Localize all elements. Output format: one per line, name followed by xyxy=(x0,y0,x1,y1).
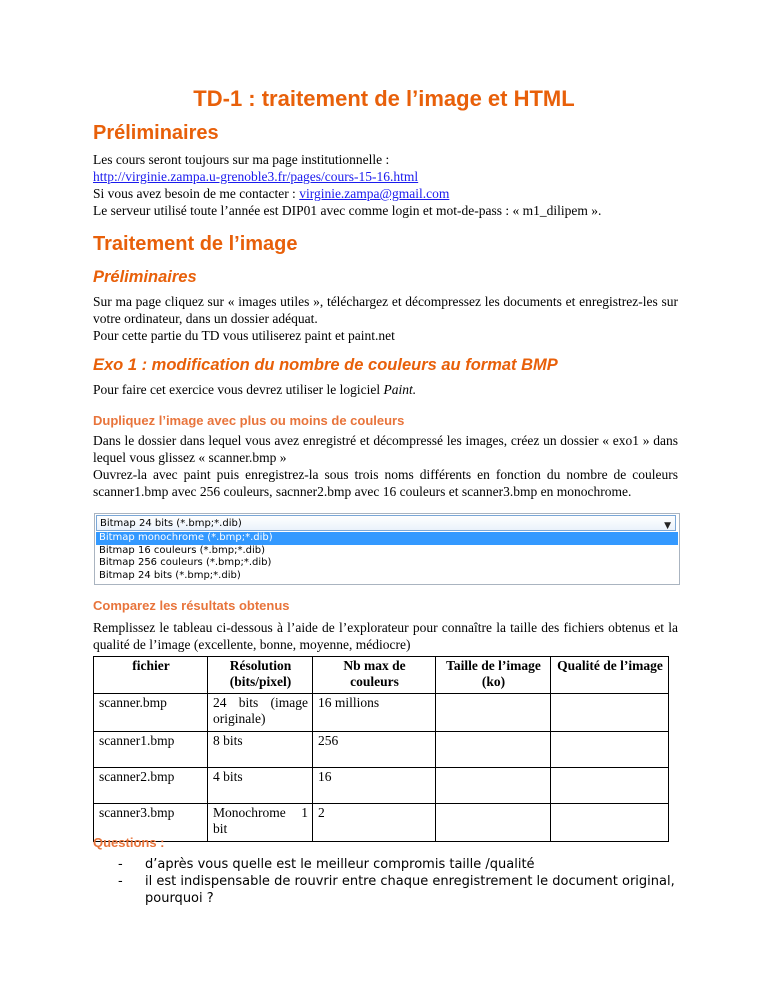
table-row xyxy=(94,804,669,842)
prelim-software-note: Pour cette partie du TD vous utiliserez paint et paint.net xyxy=(93,328,395,343)
question-text: il est indispensable de rouvrir entre chaque enregistrement le document original, pourquoi ? xyxy=(145,874,675,906)
file-format-selected-value: Bitmap 24 bits (*.bmp;*.dib) xyxy=(100,518,242,529)
option-bitmap-monochrome[interactable]: Bitmap monochrome (*.bmp;*.dib) xyxy=(96,532,678,545)
contact-line xyxy=(93,185,678,202)
questions-list xyxy=(118,856,698,907)
exo1-intro-text: Pour faire cet exercice vous devrez utiliser le logiciel xyxy=(93,382,384,397)
compare-heading: Comparez les résultats obtenus xyxy=(93,598,290,613)
cell-resolution: 4 bits xyxy=(208,768,313,804)
results-table xyxy=(93,656,669,842)
subheading-preliminaires: Préliminaires xyxy=(93,268,197,286)
prelim-line-1: Les cours seront toujours sur ma page institutionnelle : xyxy=(93,152,390,167)
cell-qualite[interactable] xyxy=(551,768,669,804)
contact-label: Si vous avez besoin de me contacter : xyxy=(93,186,300,201)
duplicate-instructions-1: Dans le dossier dans lequel vous avez enregistré et décompressé les images, créez un dossier « exo1 » dans lequel vous glissez « scanner.bmp » xyxy=(93,433,678,465)
heading-traitement-image: Traitement de l’image xyxy=(93,233,298,255)
list-item xyxy=(118,873,698,907)
cell-nb-couleurs: 16 xyxy=(313,768,436,804)
page-title: TD-1 : traitement de l’image et HTML xyxy=(193,86,575,111)
question-text: d’après vous quelle est le meilleur compromis taille /qualité xyxy=(145,857,535,872)
dash-bullet: - xyxy=(118,857,123,872)
col-header-qualite: Qualité de l’image xyxy=(551,657,669,694)
col-header-resolution: Résolution (bits/pixel) xyxy=(208,657,313,694)
cell-resolution: 24 bits (image originale) xyxy=(208,694,313,732)
course-page-link[interactable]: http://virginie.zampa.u-grenoble3.fr/pages/cours-15-16.html xyxy=(93,169,419,184)
cell-taille[interactable] xyxy=(436,804,551,842)
contact-email-link[interactable]: virginie.zampa@gmail.com xyxy=(299,186,450,201)
cell-resolution: Monochrome 1 bit xyxy=(208,804,313,842)
table-row xyxy=(94,732,669,768)
questions-heading: Questions : xyxy=(93,835,165,850)
dash-bullet: - xyxy=(118,874,123,889)
cell-resolution: 8 bits xyxy=(208,732,313,768)
exo1-software-name: Paint. xyxy=(383,382,417,397)
option-bitmap-256-colors[interactable]: Bitmap 256 couleurs (*.bmp;*.dib) xyxy=(99,557,272,568)
exo1-intro xyxy=(93,381,678,398)
col-header-nb-couleurs: Nb max de couleurs xyxy=(313,657,436,694)
prelim-instructions: Sur ma page cliquez sur « images utiles », téléchargez et décompressez les documents et enregistrez-les sur votre ordinateur, dans un dossier adéquat. xyxy=(93,294,678,326)
chevron-down-icon: ▼ xyxy=(664,521,671,531)
course-link-line xyxy=(93,168,678,185)
list-item xyxy=(118,856,698,873)
col-header-fichier: fichier xyxy=(94,657,208,694)
cell-fichier: scanner2.bmp xyxy=(94,768,208,804)
cell-qualite[interactable] xyxy=(551,694,669,732)
cell-fichier: scanner.bmp xyxy=(94,694,208,732)
cell-taille[interactable] xyxy=(436,694,551,732)
cell-qualite[interactable] xyxy=(551,732,669,768)
cell-taille[interactable] xyxy=(436,768,551,804)
file-format-select[interactable] xyxy=(96,515,676,531)
server-info-line: Le serveur utilisé toute l’année est DIP01 avec comme login et mot-de-pass : « m1_dilipem ». xyxy=(93,203,602,218)
table-row xyxy=(94,694,669,732)
col-header-taille: Taille de l’image (ko) xyxy=(436,657,551,694)
duplicate-instructions-2: Ouvrez-la avec paint puis enregistrez-la sous trois noms différents en fonction du nombre de couleurs scanner1.bmp avec 256 couleurs, sacnner2.bmp avec 16 couleurs et scanner3.bmp en monochrome. xyxy=(93,467,678,499)
heading-preliminaires: Préliminaires xyxy=(93,122,219,144)
exo1-heading: Exo 1 : modification du nombre de couleurs au format BMP xyxy=(93,356,558,374)
cell-nb-couleurs: 16 millions xyxy=(313,694,436,732)
cell-qualite[interactable] xyxy=(551,804,669,842)
option-bitmap-16-colors[interactable]: Bitmap 16 couleurs (*.bmp;*.dib) xyxy=(99,544,266,556)
option-bitmap-24-bits[interactable]: Bitmap 24 bits (*.bmp;*.dib) xyxy=(99,569,241,581)
table-row xyxy=(94,768,669,804)
duplicate-heading: Dupliquez l’image avec plus ou moins de couleurs xyxy=(93,413,405,428)
file-format-options-list xyxy=(96,532,678,582)
table-header-row xyxy=(94,657,669,694)
cell-nb-couleurs: 2 xyxy=(313,804,436,842)
cell-taille[interactable] xyxy=(436,732,551,768)
cell-fichier: scanner1.bmp xyxy=(94,732,208,768)
cell-fichier: scanner3.bmp xyxy=(94,804,208,842)
compare-instructions: Remplissez le tableau ci-dessous à l’aide de l’explorateur pour connaître la taille des fichiers obtenus et la qualité de l’image (excellente, bonne, moyenne, médiocre) xyxy=(93,620,678,652)
cell-nb-couleurs: 256 xyxy=(313,732,436,768)
file-format-dropdown-screenshot xyxy=(94,513,680,585)
